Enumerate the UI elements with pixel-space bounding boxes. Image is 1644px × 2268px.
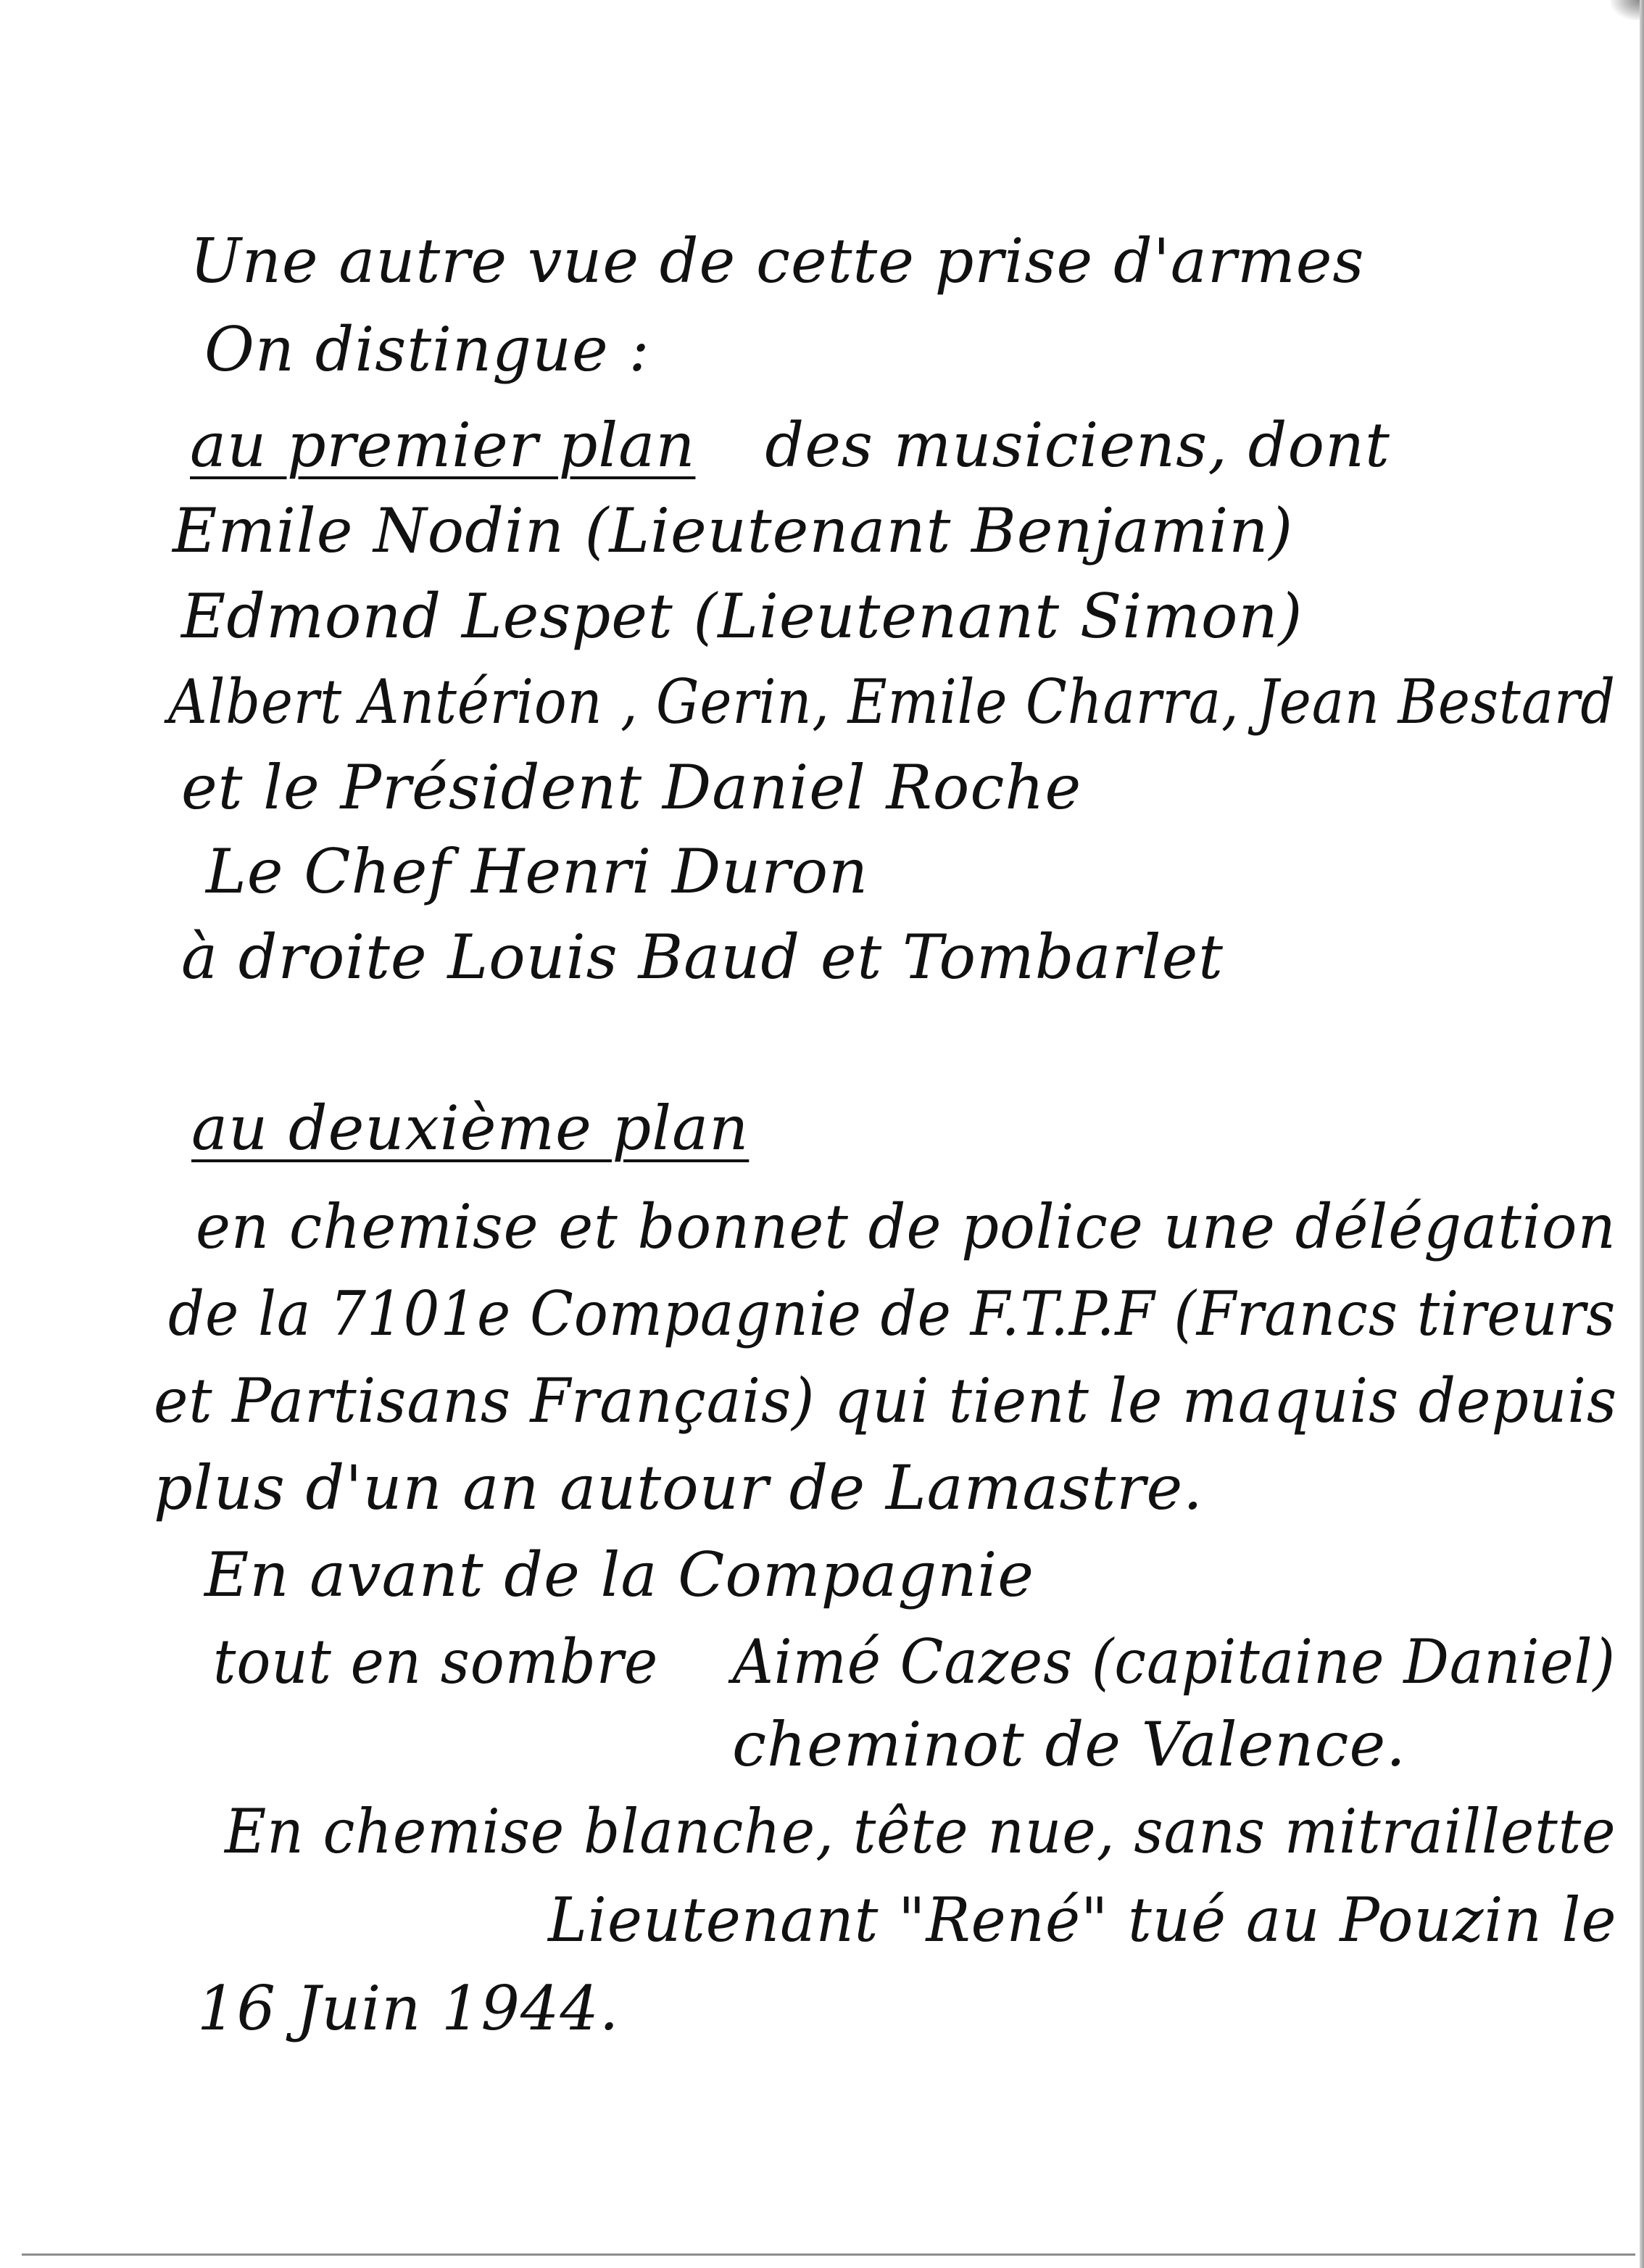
line-chemise-blanche: En chemise blanche, tête nue, sans mitraillette bbox=[225, 1796, 1616, 1867]
line-deuxieme-plan bbox=[191, 1093, 750, 1164]
line-emile-nodin: Emile Nodin (Lieutenant Benjamin) bbox=[173, 495, 1294, 566]
line-lieutenant-rene: Lieutenant "René" tué au Pouzin le bbox=[548, 1884, 1617, 1955]
line-en-avant: En avant de la Compagnie bbox=[204, 1539, 1034, 1610]
text-musiciens: des musiciens, dont bbox=[765, 410, 1390, 481]
line-title: Une autre vue de cette prise d'armes bbox=[190, 225, 1365, 297]
scan-corner-mark bbox=[1611, 0, 1640, 20]
line-tout-en-sombre bbox=[213, 1626, 1616, 1697]
line-cheminot: cheminot de Valence. bbox=[732, 1709, 1406, 1780]
page-edge-shadow bbox=[1640, 0, 1644, 2268]
line-edmond-lespet: Edmond Lespet (Lieutenant Simon) bbox=[181, 581, 1303, 652]
line-albert-anterion: Albert Antérion , Gerin, Emile Charra, Jean Bestard bbox=[168, 666, 1616, 737]
line-partisans: et Partisans Français) qui tient le maquis depuis bbox=[154, 1365, 1618, 1436]
line-on-distingue: On distingue : bbox=[204, 314, 650, 385]
line-president-roche: et le Président Daniel Roche bbox=[181, 752, 1082, 823]
bottom-rule bbox=[22, 2253, 1635, 2256]
heading-premier-plan: au premier plan bbox=[190, 410, 696, 481]
line-chef-duron: Le Chef Henri Duron bbox=[206, 836, 869, 907]
line-premier-plan bbox=[190, 410, 1390, 481]
line-plus-d-un-an: plus d'un an autour de Lamastre. bbox=[154, 1452, 1203, 1523]
line-compagnie-ftpf: de la 7101e Compagnie de F.T.P.F (Francs tireurs bbox=[168, 1278, 1616, 1349]
line-a-droite: à droite Louis Baud et Tombarlet bbox=[181, 922, 1224, 993]
text-tout-en-sombre: tout en sombre bbox=[213, 1626, 659, 1697]
line-date: 16 Juin 1944. bbox=[197, 1973, 620, 2044]
line-en-chemise-bonnet: en chemise et bonnet de police une délégation bbox=[196, 1191, 1616, 1262]
text-aime-cazes: Aimé Cazes (capitaine Daniel) bbox=[732, 1626, 1616, 1697]
heading-deuxieme-plan: au deuxième plan bbox=[191, 1093, 750, 1164]
